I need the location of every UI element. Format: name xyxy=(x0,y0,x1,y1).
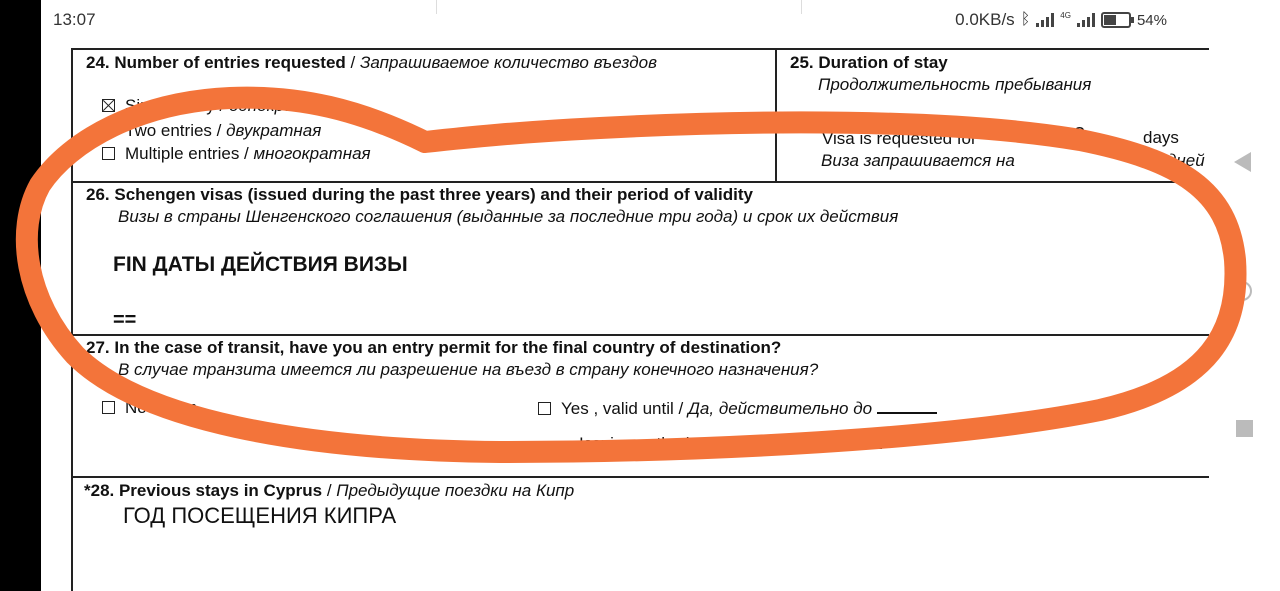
status-time: 13:07 xyxy=(53,10,96,29)
recents-icon[interactable] xyxy=(1236,420,1253,437)
checkbox[interactable] xyxy=(102,124,115,137)
status-right xyxy=(955,10,1167,30)
field-27-title-ru: В случае транзита имеется ли разрешение на въезд в страну конечного назначения? xyxy=(118,360,819,379)
option-no[interactable]: No / Нет xyxy=(102,398,197,418)
signal-icon-2 xyxy=(1077,13,1095,27)
field-28-title: *28. Previous stays in Cyprus / Предыдущие поездки на Кипр xyxy=(84,481,575,500)
signal-icon xyxy=(1036,13,1054,27)
field-26-title: 26. Schengen visas (issued during the past three years) and their period of validity xyxy=(86,185,753,204)
net-speed: 0.0KB/s xyxy=(955,10,1015,29)
duration-unit-ru: дней xyxy=(1167,151,1205,170)
form-border-top xyxy=(71,48,1209,50)
field-26-entry-2[interactable]: == xyxy=(113,309,137,331)
checkbox[interactable] xyxy=(538,402,551,415)
form-border-left xyxy=(71,48,73,591)
checkbox-checked[interactable] xyxy=(102,99,115,112)
issuing-blank[interactable] xyxy=(822,433,882,449)
checkbox[interactable] xyxy=(102,401,115,414)
option-two-entries[interactable]: Two entries / двукратная xyxy=(102,121,321,141)
field-26-title-ru: Визы в страны Шенгенского соглашения (выданные за последние три года) и срок их действия xyxy=(118,207,899,226)
form-divider-28 xyxy=(71,476,1209,478)
field-27-title: 27. In the case of transit, have you an entry permit for the final country of destination? xyxy=(86,338,782,357)
form-divider-27 xyxy=(71,334,1209,336)
network-type: 4G xyxy=(1060,10,1071,20)
visa-requested-label-ru: Виза запрашивается на xyxy=(821,151,1015,170)
faint-divider xyxy=(436,0,437,14)
field-25-title-ru: Продолжительность пребывания xyxy=(818,75,1092,94)
form-divider-26 xyxy=(71,181,1209,183)
option-yes[interactable]: Yes , valid until / Да, действительно до xyxy=(538,398,937,419)
bluetooth-icon: ᛒ xyxy=(1020,11,1031,28)
home-icon[interactable] xyxy=(1232,281,1252,301)
visa-requested-label: Visa is requested for xyxy=(822,129,977,148)
left-black-border xyxy=(0,0,41,591)
field-24-title: 24. Number of entries requested / Запрашиваемое количество въездов xyxy=(86,53,657,72)
back-icon[interactable] xyxy=(1234,152,1251,172)
form-divider-24-25 xyxy=(775,48,777,181)
duration-unit-en: days xyxy=(1143,128,1179,147)
valid-until-blank[interactable] xyxy=(877,398,937,414)
faint-divider xyxy=(801,0,802,14)
checkbox[interactable] xyxy=(102,147,115,160)
document-viewer[interactable] xyxy=(41,0,1209,591)
battery-percent: 54% xyxy=(1136,11,1167,29)
option-multiple-entries[interactable]: Multiple entries / многократная xyxy=(102,144,371,164)
field-26-entry[interactable]: FIN ДАТЫ ДЕЙСТВИЯ ВИЗЫ xyxy=(113,253,408,276)
field-25-title: 25. Duration of stay xyxy=(790,53,948,72)
field-28-entry[interactable]: ГОД ПОСЕЩЕНИЯ КИПРА xyxy=(123,503,397,528)
issuing-authority: Issuing authority / Кем выдано xyxy=(579,433,882,454)
option-single-entry[interactable]: Single entry / однократная xyxy=(102,96,336,116)
duration-value[interactable]: 8 xyxy=(1074,124,1095,149)
battery-icon xyxy=(1101,12,1131,28)
